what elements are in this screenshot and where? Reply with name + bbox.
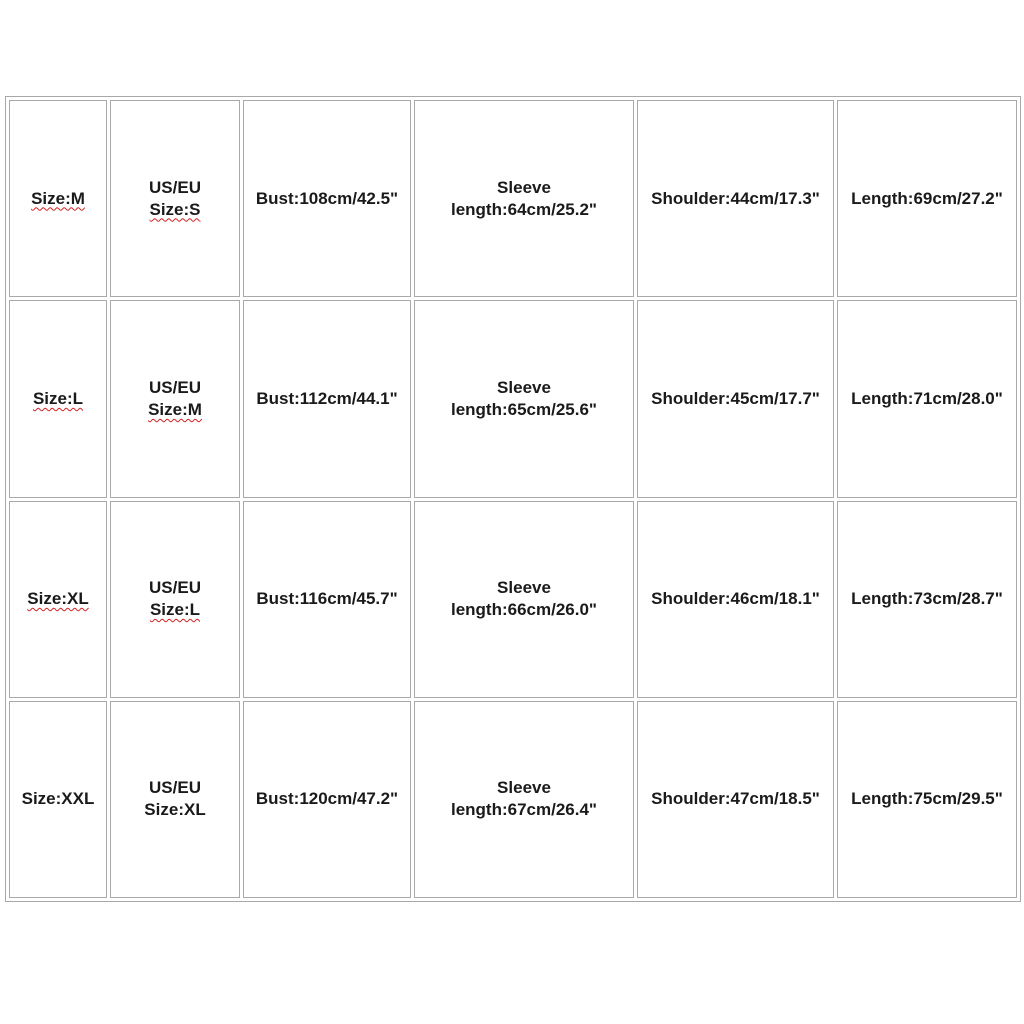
sleeve-length-cell <box>414 100 634 297</box>
length-value: Length:69cm/27.2" <box>851 188 1003 208</box>
bust-cell <box>243 300 411 497</box>
bust-cell <box>243 701 411 898</box>
size-chart-table <box>5 96 1021 902</box>
length-cell <box>837 100 1017 297</box>
us-eu-label: US/EU <box>149 377 201 397</box>
sleeve-label: Sleeve <box>497 578 551 598</box>
length-cell <box>837 701 1017 898</box>
size-label: Size:XL <box>27 589 89 609</box>
table-row <box>9 300 1017 497</box>
us-eu-size-value: Size:S <box>149 199 201 219</box>
bust-value: Bust:108cm/42.5" <box>255 188 399 208</box>
us-eu-size-value: Size:M <box>148 399 202 419</box>
size-cell <box>9 701 107 898</box>
us-eu-label: US/EU <box>149 177 201 197</box>
sleeve-length-value: length:67cm/26.4" <box>450 800 597 820</box>
shoulder-value: Shoulder:44cm/17.3" <box>651 188 820 208</box>
shoulder-cell <box>637 300 834 497</box>
table-row <box>9 501 1017 698</box>
bust-value: Bust:112cm/44.1" <box>256 388 398 408</box>
us-eu-size-cell <box>110 100 240 297</box>
us-eu-size-cell <box>110 501 240 698</box>
table-row <box>9 701 1017 898</box>
length-value: Length:71cm/28.0" <box>851 388 1003 408</box>
shoulder-value: Shoulder:45cm/17.7" <box>651 388 820 408</box>
shoulder-cell <box>637 100 834 297</box>
us-eu-size-value: Size:L <box>149 600 201 620</box>
bust-value: Bust:120cm/47.2" <box>255 789 399 809</box>
size-cell <box>9 501 107 698</box>
shoulder-value: Shoulder:47cm/18.5" <box>651 789 820 809</box>
length-value: Length:73cm/28.7" <box>851 589 1003 609</box>
us-eu-label: US/EU <box>149 578 201 598</box>
sleeve-length-value: length:64cm/25.2" <box>450 199 597 219</box>
bust-value: Bust:116cm/45.7" <box>256 589 398 609</box>
us-eu-size-cell <box>110 300 240 497</box>
us-eu-size-cell <box>110 701 240 898</box>
bust-cell <box>243 100 411 297</box>
length-cell <box>837 300 1017 497</box>
size-label: Size:XXL <box>21 789 95 809</box>
shoulder-value: Shoulder:46cm/18.1" <box>651 589 820 609</box>
us-eu-label: US/EU <box>149 778 201 798</box>
length-cell <box>837 501 1017 698</box>
sleeve-label: Sleeve <box>497 377 551 397</box>
sleeve-length-value: length:66cm/26.0" <box>450 600 597 620</box>
length-value: Length:75cm/29.5" <box>851 789 1003 809</box>
sleeve-label: Sleeve <box>497 778 551 798</box>
size-cell <box>9 300 107 497</box>
size-label: Size:L <box>32 388 84 408</box>
bust-cell <box>243 501 411 698</box>
us-eu-size-value: Size:XL <box>144 800 206 820</box>
sleeve-length-value: length:65cm/25.6" <box>450 399 597 419</box>
size-cell <box>9 100 107 297</box>
shoulder-cell <box>637 501 834 698</box>
sleeve-length-cell <box>414 300 634 497</box>
sleeve-length-cell <box>414 701 634 898</box>
sleeve-label: Sleeve <box>497 177 551 197</box>
size-label: Size:M <box>31 188 85 208</box>
table-row <box>9 100 1017 297</box>
sleeve-length-cell <box>414 501 634 698</box>
shoulder-cell <box>637 701 834 898</box>
